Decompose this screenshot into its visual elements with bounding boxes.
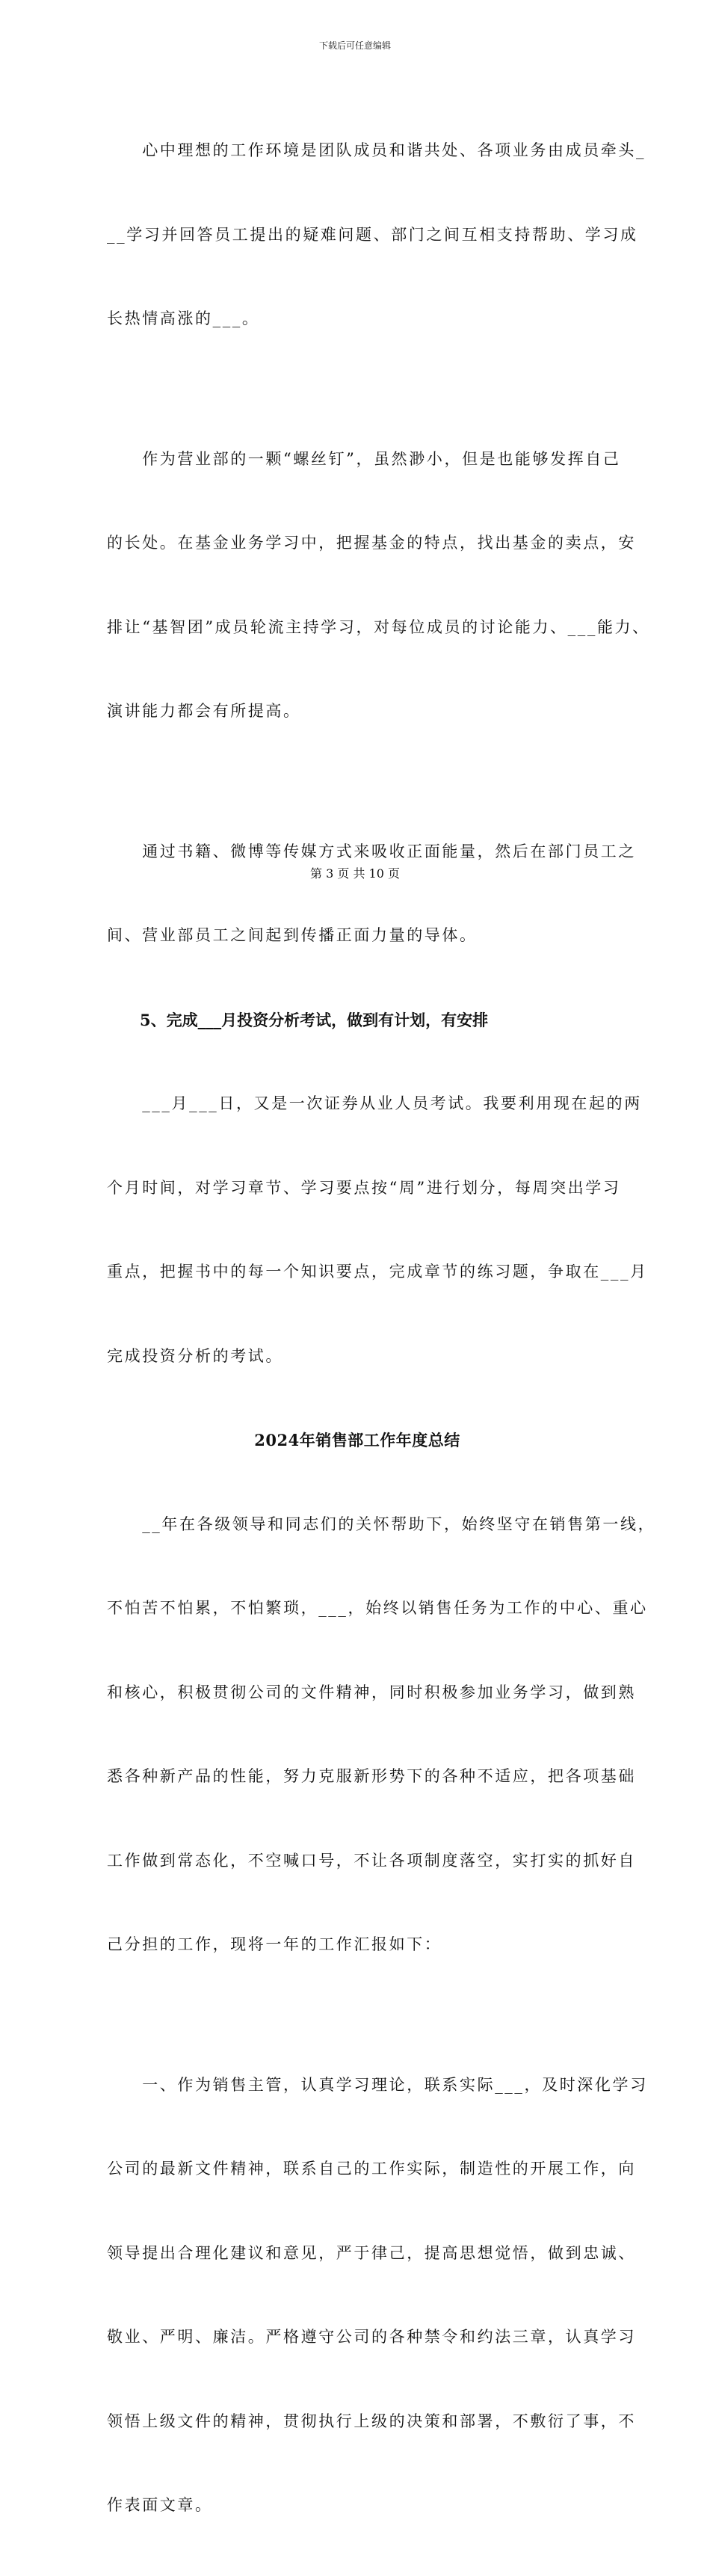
paragraph-ideal-environment: [107, 81, 646, 389]
text-line: __年在各级领导和同志们的关怀帮助下，始终坚守在销售第一线，: [107, 1515, 656, 1533]
text-line: 悉各种新产品的性能，努力克服新形势下的各种不适应，把各项基础: [107, 1767, 636, 1785]
document-title: 2024年销售部工作年度总结: [254, 1431, 460, 1449]
text-line: 一、作为销售主管，认真学习理论，联系实际___，及时深化学习: [107, 2075, 648, 2094]
text-line: 排让“基智团”成员轮流主持学习，对每位成员的讨论能力、___能力、: [107, 617, 650, 636]
paragraph-intro: [107, 1455, 656, 2015]
text-line: 通过书籍、微博等传媒方式来吸收正面能量，然后在部门员工之: [107, 842, 636, 860]
page-header-note: 下载后可任意编辑: [318, 40, 391, 51]
document-body: [107, 81, 656, 2576]
text-line: 不怕苦不怕累，不怕繁琐，___，始终以销售任务为工作的中心、重心: [107, 1599, 648, 1617]
text-line: 演讲能力都会有所提高。: [107, 702, 301, 720]
text-line: 个月时间，对学习章节、学习要点按“周”进行划分，每周突出学习: [107, 1178, 621, 1197]
text-line: 领悟上级文件的精神，贯彻执行上级的决策和部署，不敷衍了事，不: [107, 2412, 636, 2430]
text-line: 领导提出合理化建议和意见，严于律己，提高思想觉悟，做到忠诚、: [107, 2243, 636, 2262]
text-line: 工作做到常态化，不空喊口号，不让各项制度落空，实打实的抓好自: [107, 1851, 636, 1870]
page-number: 第 3 页 共 10 页: [310, 866, 400, 881]
text-line: 作为营业部的一颗“螺丝钉”，虽然渺小，但是也能够发挥自己: [107, 449, 621, 468]
paragraph-screw: [107, 389, 650, 782]
text-line: 间、营业部员工之间起到传播正面力量的导体。: [107, 926, 478, 944]
paragraph-section-one: [107, 2015, 648, 2576]
section-heading-5: 5、完成___月投资分析考试，做到有计划，有安排: [140, 1010, 489, 1029]
text-line: 长热情高涨的___。: [107, 309, 260, 327]
text-line: 心中理想的工作环境是团队成员和谐共处、各项业务由成员牵头_: [107, 141, 646, 159]
text-line: 己分担的工作，现将一年的工作汇报如下：: [107, 1935, 442, 1953]
text-line: 重点，把握书中的每一个知识要点，完成章节的练习题，争取在___月: [107, 1263, 648, 1281]
text-line: 和核心，积极贯彻公司的文件精神，同时积极参加业务学习，做到熟: [107, 1683, 636, 1701]
text-line: 的长处。在基金业务学习中，把握基金的特点，找出基金的卖点，安: [107, 534, 636, 552]
text-line: ___月___日，又是一次证券从业人员考试。我要利用现在起的两: [107, 1094, 642, 1112]
text-line: 公司的最新文件精神，联系自己的工作实际，制造性的开展工作，向: [107, 2160, 636, 2178]
text-line: __学习并回答员工提出的疑难问题、部门之间互相支持帮助、学习成: [107, 225, 638, 244]
text-line: 完成投资分析的考试。: [107, 1346, 283, 1365]
text-line: 敬业、严明、廉洁。严格遵守公司的各种禁令和约法三章，认真学习: [107, 2328, 636, 2346]
paragraph-exam: [107, 1034, 648, 1426]
paragraph-media: [107, 782, 636, 1006]
text-line: 作表面文章。: [107, 2496, 213, 2514]
